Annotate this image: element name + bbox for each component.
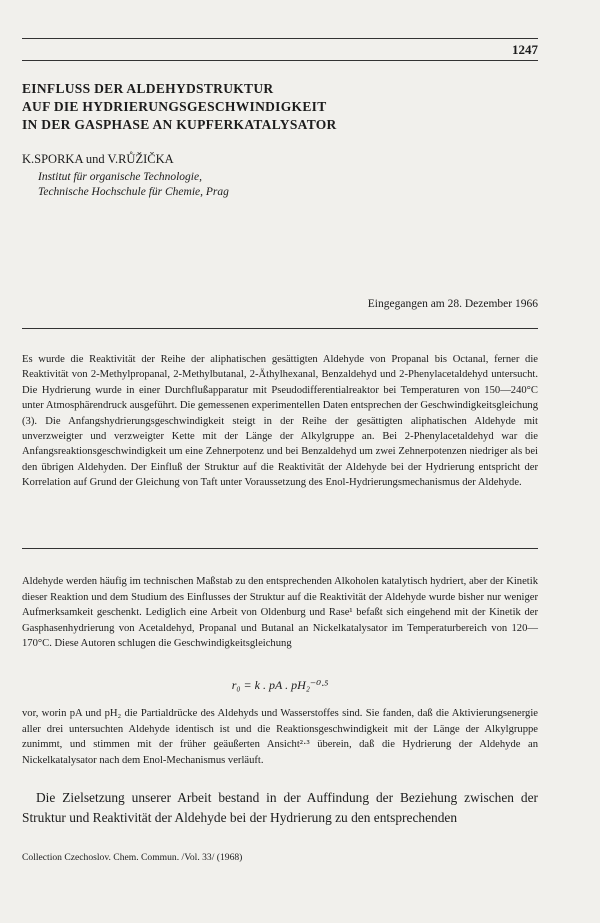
- authors: K.SPORKA und V.RŮŽIČKA: [22, 152, 174, 166]
- affiliation-line-2: Technische Hochschule für Chemie, Prag: [38, 186, 229, 198]
- top-rule-2: [22, 60, 538, 61]
- body-paragraph-3: Die Zielsetzung unserer Arbeit bestand in der Auffindung der Beziehung zwischen der Struktur und Reaktivität der Aldehyde bei der Hydrierung zu den entsprechenden: [22, 790, 538, 825]
- journal-footer: Collection Czechoslov. Chem. Commun. /Vol. 33/ (1968): [22, 852, 243, 863]
- abstract-bottom-rule: [22, 548, 538, 549]
- rate-equation: r₀ = k . pA . pH₂⁻⁰·⁵: [231, 678, 329, 692]
- page-number: 1247: [512, 42, 538, 57]
- affiliation-line-1: Institut für organische Technologie,: [38, 171, 202, 183]
- title-line-2: AUF DIE HYDRIERUNGSGESCHWINDIGKEIT: [22, 99, 327, 114]
- body-paragraph-1: Aldehyde werden häufig im technischen Maßstab zu den entsprechenden Alkoholen katalytisch hydriert, aber der Kinetik dieser Reaktion und dem Studium des Einflusses der Struktur auf die Reaktivität der Aldehyde wurde bisher nur weniger Aufmerksamkeit geschenkt. Lediglich eine Arbeit von Oldenburg und Rase¹ befaßt sich eingehend mit der Kinetik der Gasphasenhydrierung von Acetaldehyd, Propanal und Butanal an Nickelkatalysator im Temperaturbereich von 120—170°C. Diese Autoren schlugen die Geschwindigkeitsgleichung: [22, 576, 538, 650]
- title-line-1: EINFLUSS DER ALDEHYDSTRUKTUR: [22, 81, 274, 96]
- affiliation: [38, 170, 229, 200]
- abstract-top-rule: [22, 328, 538, 329]
- abstract: Es wurde die Reaktivität der Reihe der aliphatischen gesättigten Aldehyde von Propanal bis Octanal, ferner die Reaktivität von 2-Methylpropanal, 2-Methylbutanal, 2-Äthylhexanal, Benzaldehyd und 2-Phenylacetaldehyd untersucht. Die Hydrierung wurde in einer Durchflußapparatur mit Pseudodifferentialreaktor bei Temperaturen von 150—240°C unter Atmosphärendruck ausgeführt. Die gemessenen experimentellen Daten entsprechen der Geschwindigkeitsgleichung (3). Die Anfangshydrierungsgeschwindigkeit steigt in der Reihe der gesättigten aliphatischen Aldehyde mit unverzweigter und verzweigter Kette mit der Länge der Alkylgruppe an. Bei 2-Phenylacetaldehyd war die Anfangsreaktionsgeschwindigkeit um eine Zehnerpotenz und bei Benzaldehyd um zwei Zehnerpotenzen niedriger als bei den übrigen Aldehyden. Der Einfluß der Struktur auf die Reaktivität der Aldehyde bei der Hydrierung entspricht der Korrelation auf Grund der Gleichung von Taft unter Voraussetzung des Enol-Hydrierungsmechanismus der Aldehyde.: [22, 354, 538, 489]
- title-line-3: IN DER GASPHASE AN KUPFERKATALYSATOR: [22, 117, 337, 132]
- top-rule-1: [22, 38, 538, 39]
- body-paragraph-2: vor, worin pA und pH₂ die Partialdrücke des Aldehyds und Wasserstoffes sind. Sie fanden, daß die Aktivierungsenergie aller drei untersuchten Aldehyde identisch ist und die Reaktionsgeschwindigkeit mit der Länge der Alkylgruppe zunimmt, und stimmen mit der früher geäußerten Ansicht²·³ überein, daß die Hydrierung der Aldehyde an Nickelkatalysator nach dem Enol-Mechanismus verläuft.: [22, 708, 538, 766]
- article-title: [22, 80, 542, 134]
- received-date: Eingegangen am 28. Dezember 1966: [367, 298, 538, 310]
